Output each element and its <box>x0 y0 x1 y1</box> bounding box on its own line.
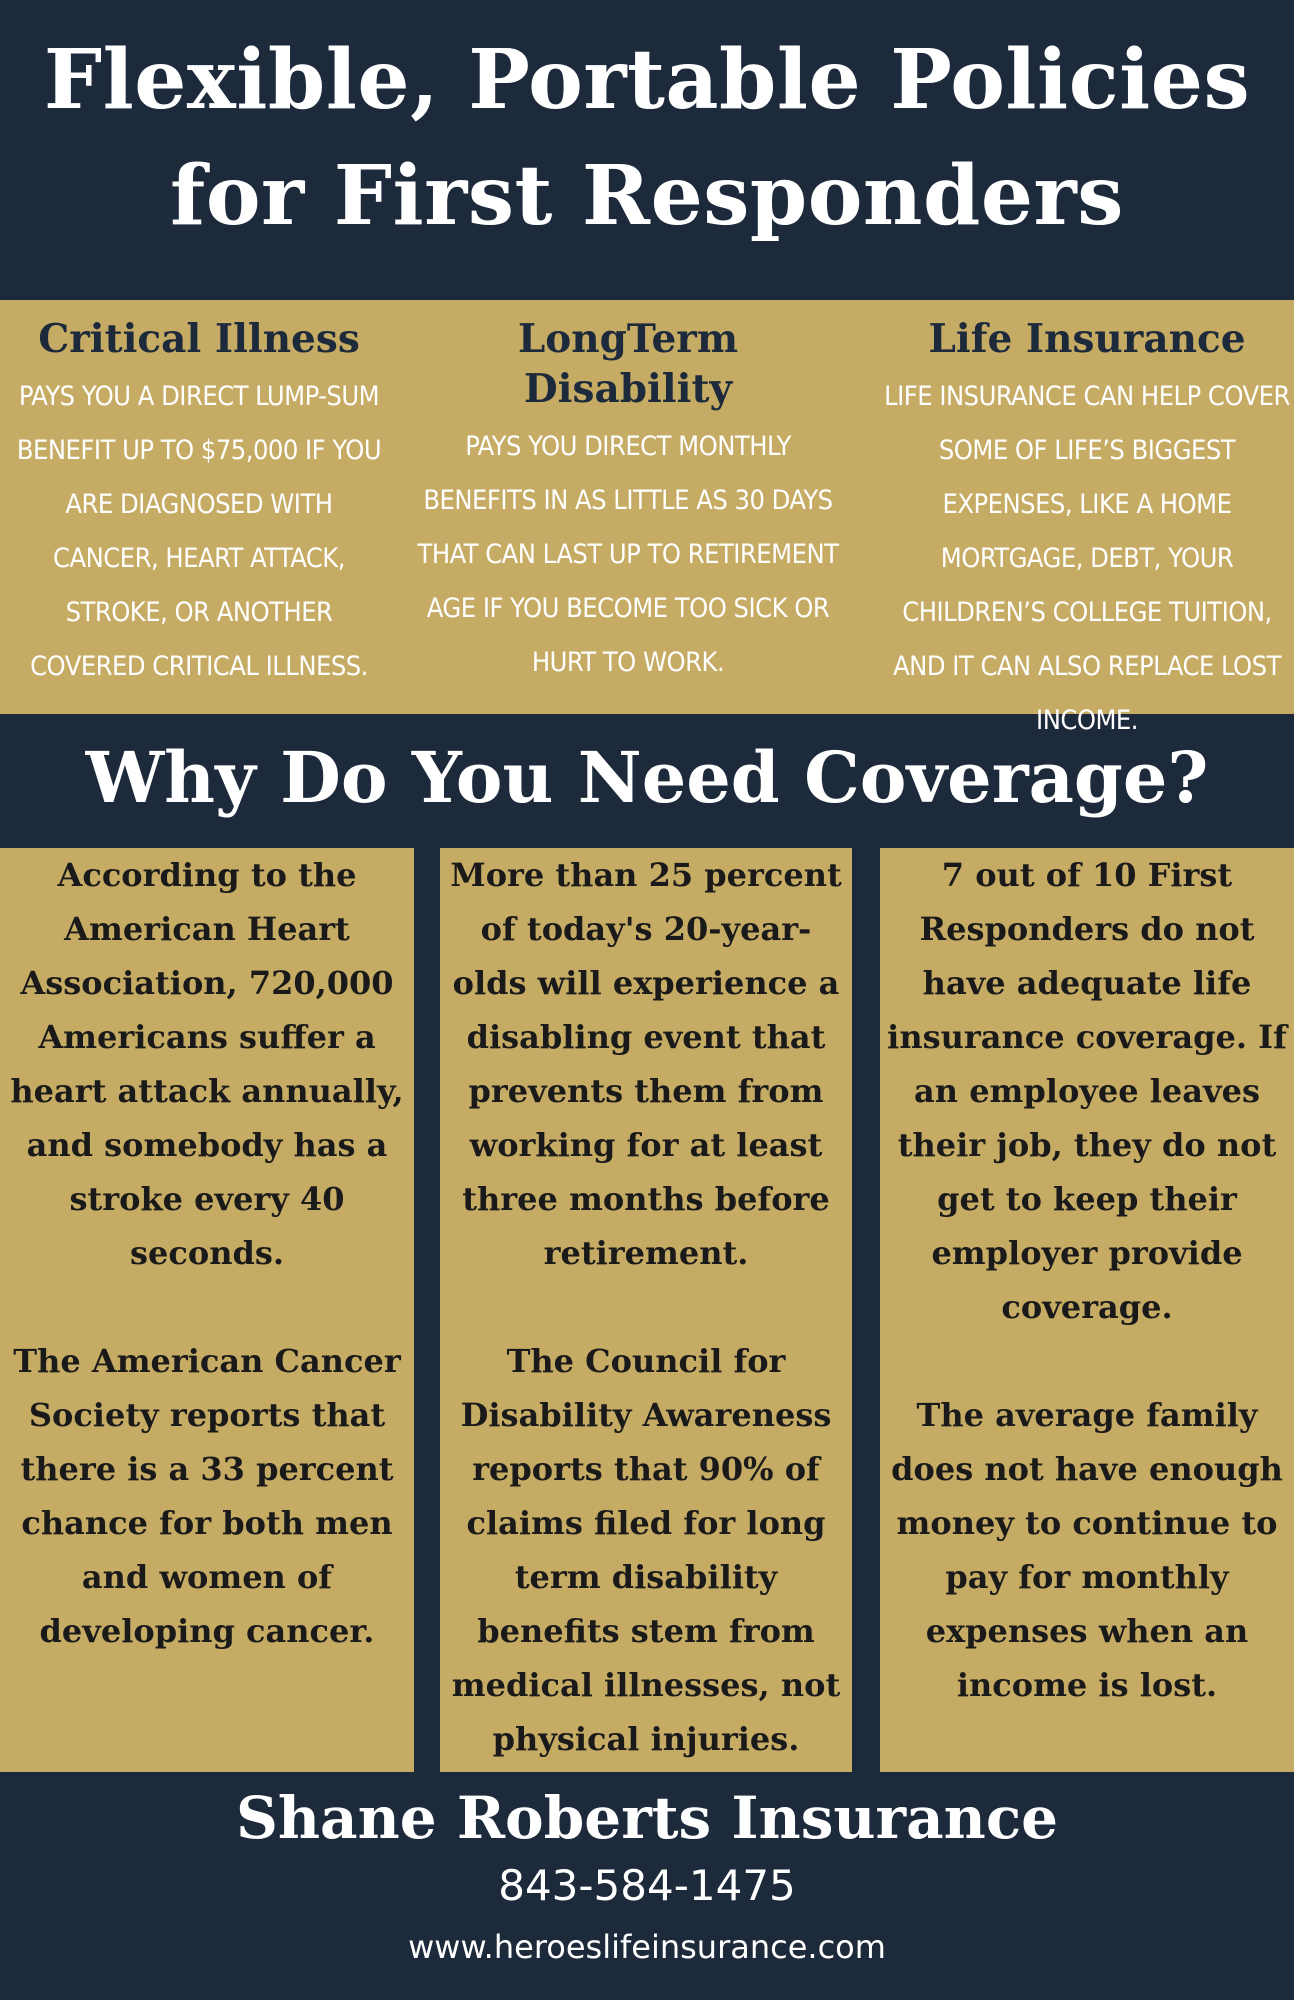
website-link[interactable]: www.heroeslifeinsurance.com <box>408 1928 886 1966</box>
benefit-heading: Critical Illness <box>38 316 360 362</box>
benefit-text: LIFE INSURANCE CAN HELP COVER SOME OF LIFE’S BIGGEST EXPENSES, LIKE A HOME MORTGAGE, DEBT, YOUR CHILDREN’S COLLEGE TUITION, AND IT CAN ALSO REPLACE LOST INCOME. <box>884 381 1290 736</box>
card-paragraph: The American Cancer Society reports that there is a 33 percent chance for both men and women of developing cancer. <box>13 1342 401 1650</box>
card-paragraph: The average family does not have enough money to continue to pay for monthly expenses when an income is lost. <box>891 1396 1283 1704</box>
coverage-card-disability <box>440 848 852 1772</box>
card-paragraph: More than 25 percent of today's 20-year-olds will experience a disabling event that prevents them from working for at least three months before retirement. <box>450 856 842 1272</box>
benefit-text: PAYS YOU A DIRECT LUMP-SUM BENEFIT UP TO $75,000 IF YOU ARE DIAGNOSED WITH CANCER, HEART ATTACK, STROKE, OR ANOTHER COVERED CRITICAL ILLNESS. <box>16 381 382 682</box>
benefits-band <box>0 300 1294 736</box>
card-paragraph: 7 out of 10 First Responders do not have adequate life insurance coverage. If an employee leaves their job, they do not get to keep their employer provide coverage. <box>887 856 1287 1326</box>
card-paragraph: According to the American Heart Association, 720,000 Americans suffer a heart attack annually, and somebody has a stroke every 40 seconds. <box>10 856 404 1272</box>
card-paragraph: The Council for Disability Awareness reports that 90% of claims filed for long term disability benefits stem from medical illnesses, not physical injuries. <box>451 1342 841 1758</box>
section-heading: Why Do You Need Coverage? <box>85 736 1209 819</box>
coverage-card-life <box>880 848 1294 1772</box>
benefit-long-term-disability <box>408 300 848 714</box>
benefit-heading: LongTerm Disability <box>517 316 739 412</box>
page-title <box>0 22 1294 254</box>
phone-number[interactable]: 843-584-1475 <box>498 1861 796 1910</box>
benefit-critical-illness <box>14 300 384 714</box>
title-line-2: for First Responders <box>170 148 1124 244</box>
benefit-life-insurance <box>880 300 1294 736</box>
coverage-card-health <box>0 848 414 1772</box>
benefit-heading: Life Insurance <box>928 316 1246 362</box>
benefit-text: PAYS YOU DIRECT MONTHLY BENEFITS IN AS LITTLE AS 30 DAYS THAT CAN LAST UP TO RETIREMENT AGE IF YOU BECOME TOO SICK OR HURT TO WORK. <box>417 431 839 678</box>
company-name: Shane Roberts Insurance <box>235 1784 1059 1852</box>
title-line-1: Flexible, Portable Policies <box>43 32 1251 128</box>
